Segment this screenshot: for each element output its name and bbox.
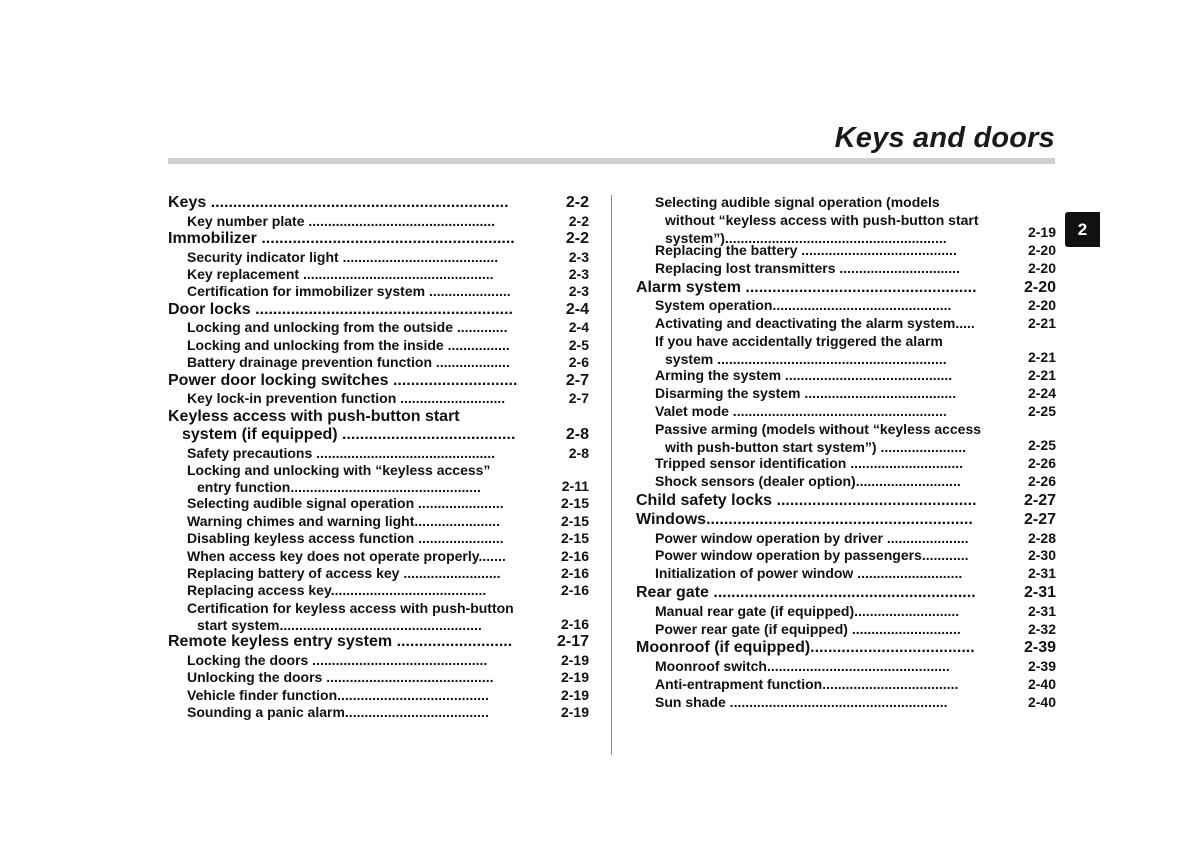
toc-entry-title: Replacing battery of access key ......................... — [187, 565, 501, 582]
toc-subsection-entry[interactable] — [636, 603, 1056, 621]
toc-entry-title: Passive arming (models without “keyless access — [655, 420, 982, 437]
chapter-tab: 2 — [1065, 212, 1100, 247]
toc-entry-title: Security indicator light ........................................ — [187, 248, 499, 265]
toc-entry-title: system ........................................................... — [665, 350, 947, 367]
toc-page-number: 2-20 — [1023, 278, 1056, 296]
toc-page-number: 2-31 — [1023, 584, 1056, 602]
toc-entry-title: Moonroof switch............................................... — [655, 657, 950, 674]
toc-entry-title: system (if equipped) ....................................... — [182, 426, 516, 444]
toc-subsection-entry[interactable] — [636, 385, 1056, 403]
toc-subsection-entry[interactable] — [168, 319, 589, 336]
toc-entry-title: Arming the system ........................................... — [655, 367, 953, 384]
toc-entry-title: When access key does not operate properly....... — [187, 547, 506, 564]
toc-subsection-entry[interactable] — [636, 242, 1056, 260]
toc-entry-title: without “keyless access with push-button start — [665, 211, 979, 228]
toc-subsection-entry[interactable] — [168, 669, 589, 686]
toc-subsection-entry[interactable] — [168, 495, 589, 512]
toc-page-number: 2-21 — [1027, 315, 1056, 332]
toc-entry-title: Disabling keyless access function ...................... — [187, 530, 504, 547]
toc-entry-title: Keys ................................................................... — [168, 194, 509, 211]
toc-entry-title: Certification for immobilizer system ..................... — [187, 283, 511, 300]
toc-subsection-entry[interactable] — [636, 676, 1056, 694]
toc-entry-title: Moonroof (if equipped)..................................... — [636, 639, 975, 657]
toc-entry-title: Initialization of power window ........................... — [655, 565, 963, 582]
toc-entry-title: Locking and unlocking from the outside ............. — [187, 319, 508, 336]
toc-entry-title: Tripped sensor identification ............................. — [655, 455, 964, 471]
toc-page-number: 2-20 — [1027, 241, 1056, 258]
toc-page-number: 2-11 — [561, 478, 589, 495]
toc-entry-title: Key replacement ................................................. — [187, 265, 494, 282]
toc-page-number: 2-2 — [565, 229, 589, 247]
toc-entry-title: Safety precautions .............................................. — [187, 444, 496, 461]
toc-entry-title: Selecting audible signal operation (models — [655, 194, 940, 210]
toc-entry-title: Key lock-in prevention function ........................... — [187, 390, 506, 407]
toc-subsection-entry[interactable] — [168, 354, 589, 371]
toc-page-number: 2-5 — [568, 336, 589, 353]
toc-entry-title: Power rear gate (if equipped) ............................ — [655, 620, 961, 637]
toc-entry-title: Certification for keyless access with push-button — [187, 599, 514, 616]
toc-subsection-entry[interactable] — [636, 565, 1056, 583]
toc-subsection-entry[interactable] — [168, 600, 589, 633]
toc-page-number: 2-2 — [565, 194, 589, 211]
toc-entry-title: system”)......................................................... — [665, 229, 947, 246]
toc-subsection-entry[interactable] — [168, 337, 589, 354]
toc-page-number: 2-16 — [560, 565, 589, 582]
column-divider — [611, 195, 612, 755]
toc-page-number: 2-8 — [565, 426, 589, 444]
toc-subsection-entry[interactable] — [168, 283, 589, 300]
toc-subsection-entry[interactable] — [636, 367, 1056, 385]
toc-entry-title: Unlocking the doors ........................................... — [187, 669, 494, 686]
toc-entry-title: with push-button start system”) ...................... — [665, 438, 967, 455]
toc-page-number: 2-3 — [568, 283, 589, 300]
toc-entry-title: Manual rear gate (if equipped)........................... — [655, 602, 960, 619]
toc-entry-title: Vehicle finder function....................................... — [187, 686, 489, 703]
toc-section-entry[interactable] — [636, 638, 1056, 657]
toc-page-number: 2-32 — [1027, 620, 1056, 637]
toc-page-number: 2-24 — [1027, 385, 1056, 402]
toc-entry-title: Locking and unlocking with “keyless access” — [187, 462, 491, 479]
toc-page-number: 2-19 — [560, 703, 589, 720]
toc-entry-title: Locking and unlocking from the inside ................ — [187, 336, 510, 353]
toc-entry-title: Replacing the battery ........................................ — [655, 242, 957, 258]
toc-page-number: 2-40 — [1027, 693, 1056, 710]
toc-section-entry[interactable] — [168, 408, 589, 445]
toc-page-number: 2-40 — [1027, 675, 1056, 692]
toc-section-entry[interactable] — [168, 194, 589, 213]
toc-subsection-entry[interactable] — [168, 652, 589, 669]
toc-subsection-entry[interactable] — [168, 565, 589, 582]
toc-page-number: 2-26 — [1027, 454, 1056, 471]
toc-subsection-entry[interactable] — [636, 547, 1056, 565]
toc-entry-title: Locking the doors ............................................. — [187, 651, 488, 668]
toc-entry-title: Door locks .......................................................... — [168, 300, 513, 318]
toc-entry-title: Sun shade ........................................................ — [655, 693, 948, 710]
toc-entry-title: Power door locking switches ............................ — [168, 371, 518, 389]
toc-page-number: 2-3 — [568, 248, 589, 265]
toc-subsection-entry[interactable] — [636, 194, 1056, 246]
toc-section-entry[interactable] — [636, 278, 1056, 297]
toc-subsection-entry[interactable] — [636, 333, 1056, 367]
toc-page-number: 2-16 — [560, 582, 589, 599]
toc-subsection-entry[interactable] — [168, 582, 589, 599]
toc-entry-title: Keyless access with push-button start — [168, 407, 460, 425]
toc-subsection-entry[interactable] — [636, 421, 1056, 455]
toc-page-number: 2-31 — [1027, 602, 1056, 619]
toc-subsection-entry[interactable] — [636, 455, 1056, 473]
toc-subsection-entry[interactable] — [636, 403, 1056, 421]
toc-page-number: 2-19 — [560, 686, 589, 703]
toc-page-number: 2-26 — [1027, 472, 1056, 489]
toc-subsection-entry[interactable] — [636, 694, 1056, 712]
toc-page-number: 2-15 — [560, 512, 589, 529]
toc-page-number: 2-7 — [565, 371, 589, 389]
toc-section-entry[interactable] — [168, 372, 589, 391]
toc-section-entry[interactable] — [636, 583, 1056, 602]
toc-page-number: 2-28 — [1027, 529, 1056, 546]
toc-page-number: 2-21 — [1027, 349, 1056, 366]
toc-page-number: 2-19 — [560, 669, 589, 686]
toc-page-number: 2-39 — [1027, 657, 1056, 674]
toc-subsection-entry[interactable] — [636, 621, 1056, 639]
toc-entry-title: Warning chimes and warning light...................... — [187, 512, 500, 529]
toc-page-number: 2-21 — [1027, 367, 1056, 384]
toc-subsection-entry[interactable] — [636, 315, 1056, 333]
toc-page-number: 2-20 — [1027, 297, 1056, 314]
toc-page-number: 2-31 — [1027, 565, 1056, 582]
toc-entry-title: Key number plate ................................................ — [187, 212, 496, 229]
toc-subsection-entry[interactable] — [636, 297, 1056, 315]
toc-entry-title: Rear gate ........................................................... — [636, 584, 976, 602]
toc-page-number: 2-25 — [1027, 437, 1056, 454]
header-rule — [168, 158, 1055, 164]
toc-page-number: 2-17 — [556, 633, 589, 651]
toc-section-entry[interactable] — [168, 633, 589, 652]
toc-subsection-entry[interactable] — [636, 658, 1056, 676]
toc-page-number: 2-16 — [560, 615, 589, 632]
toc-page-number: 2-15 — [560, 495, 589, 512]
toc-entry-title: Child safety locks ............................................. — [636, 491, 977, 509]
toc-page-number: 2-20 — [1027, 259, 1056, 276]
toc-entry-title: Power window operation by passengers............ — [655, 547, 969, 564]
toc-page-number: 2-4 — [568, 319, 589, 336]
toc-entry-title: System operation.............................................. — [655, 297, 952, 314]
toc-subsection-entry[interactable] — [168, 249, 589, 266]
toc-left-column — [168, 194, 589, 721]
toc-page-number: 2-19 — [560, 651, 589, 668]
toc-entry-title: Power window operation by driver ..................... — [655, 529, 969, 546]
toc-section-entry[interactable] — [636, 510, 1056, 529]
toc-entry-title: Valet mode ....................................................... — [655, 402, 947, 419]
toc-entry-title: Windows............................................................ — [636, 511, 973, 529]
toc-subsection-entry[interactable] — [168, 704, 589, 721]
toc-entry-title: entry function................................................. — [197, 479, 481, 496]
toc-right-column — [636, 194, 1056, 711]
toc-page-number: 2-27 — [1023, 511, 1056, 529]
toc-entry-title: If you have accidentally triggered the alarm — [655, 332, 943, 349]
toc-subsection-entry[interactable] — [636, 473, 1056, 491]
toc-entry-title: Replacing access key........................................ — [187, 582, 487, 599]
toc-subsection-entry[interactable] — [168, 390, 589, 407]
toc-entry-title: Remote keyless entry system .......................... — [168, 633, 513, 651]
toc-page-number: 2-19 — [1027, 224, 1056, 241]
toc-page-number: 2-25 — [1027, 402, 1056, 419]
toc-subsection-entry[interactable] — [168, 462, 589, 495]
toc-page-number: 2-30 — [1027, 547, 1056, 564]
toc-entry-title: Activating and deactivating the alarm system..... — [655, 315, 975, 332]
toc-entry-title: Sounding a panic alarm..................................... — [187, 703, 489, 720]
toc-page-number: 2-3 — [568, 265, 589, 282]
toc-entry-title: Immobilizer ......................................................... — [168, 229, 515, 247]
toc-section-entry[interactable] — [636, 491, 1056, 510]
toc-page-number: 2-6 — [568, 354, 589, 371]
toc-entry-title: Battery drainage prevention function ................... — [187, 354, 510, 371]
toc-entry-title: Shock sensors (dealer option)........................... — [655, 472, 961, 489]
toc-page-number: 2-2 — [568, 212, 589, 229]
toc-entry-title: Alarm system .................................................... — [636, 278, 977, 296]
toc-page-number: 2-39 — [1023, 639, 1056, 657]
toc-subsection-entry[interactable] — [168, 530, 589, 547]
page-title: Keys and doors — [834, 122, 1055, 154]
toc-entry-title: Disarming the system ....................................... — [655, 385, 957, 402]
toc-entry-title: Anti-entrapment function................................... — [655, 675, 959, 692]
toc-subsection-entry[interactable] — [636, 260, 1056, 278]
toc-subsection-entry[interactable] — [168, 513, 589, 530]
toc-page-number: 2-15 — [560, 530, 589, 547]
toc-subsection-entry[interactable] — [636, 530, 1056, 548]
toc-entry-title: Replacing lost transmitters ............................... — [655, 259, 960, 276]
toc-page-number: 2-16 — [560, 547, 589, 564]
toc-entry-title: Selecting audible signal operation ...................... — [187, 495, 504, 512]
toc-subsection-entry[interactable] — [168, 687, 589, 704]
toc-section-entry[interactable] — [168, 230, 589, 249]
toc-page-number: 2-8 — [568, 444, 589, 461]
toc-section-entry[interactable] — [168, 301, 589, 320]
toc-subsection-entry[interactable] — [168, 213, 589, 230]
toc-page-number: 2-27 — [1023, 491, 1056, 509]
toc-subsection-entry[interactable] — [168, 266, 589, 283]
toc-page-number: 2-7 — [568, 390, 589, 407]
toc-subsection-entry[interactable] — [168, 548, 589, 565]
toc-entry-title: start system.................................................... — [197, 617, 482, 634]
toc-subsection-entry[interactable] — [168, 445, 589, 462]
toc-page-number: 2-4 — [565, 300, 589, 318]
